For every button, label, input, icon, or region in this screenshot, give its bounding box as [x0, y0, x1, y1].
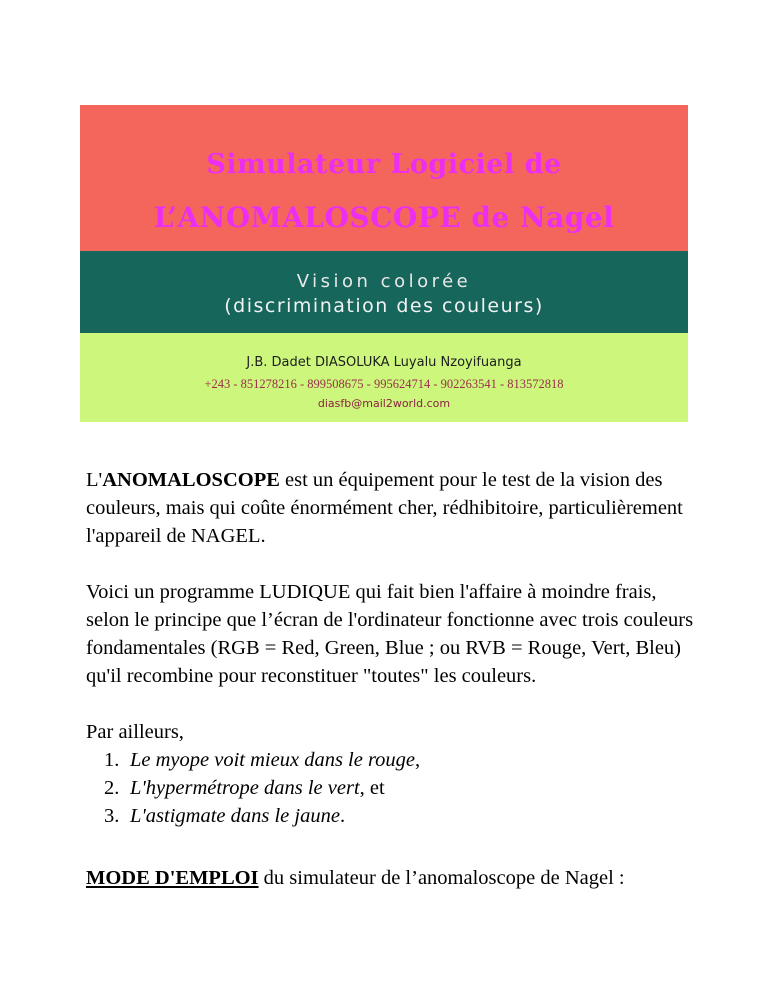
list-item-text: L'astigmate dans le jaune: [130, 805, 340, 827]
mode-emploi-label: MODE D'EMPLOI: [86, 867, 259, 889]
list-item-tail: , et: [359, 777, 385, 799]
mode-emploi-heading: [86, 864, 696, 892]
banner-title-line-2: L’ANOMALOSCOPE de Nagel: [153, 201, 615, 234]
banner-subtitle-line-2: (discrimination des couleurs): [224, 295, 544, 317]
list-item: [86, 746, 696, 774]
author-phones: +243 - 851278216 - 899508675 - 995624714 - 902263541 - 813572818: [204, 377, 564, 391]
list-item-text: Le myope voit mieux dans le rouge: [130, 749, 416, 771]
par-ailleurs-intro: Par ailleurs,: [86, 721, 184, 743]
list-number: 2.: [104, 777, 120, 799]
banner-subtitle-band: [80, 251, 688, 333]
mode-emploi-text: du simulateur de l’anomaloscope de Nagel :: [258, 867, 625, 889]
author-email: diasfb@mail2world.com: [317, 397, 451, 410]
list-number: 1.: [104, 749, 120, 771]
list-item: [86, 802, 696, 830]
list-item-tail: .: [339, 805, 346, 827]
list-item-text: L'hypermétrope dans le vert: [130, 777, 360, 799]
banner-author-band: [80, 333, 688, 422]
list-number: 3.: [104, 805, 120, 827]
document-body: [86, 466, 696, 920]
banner-title-line-1: Simulateur Logiciel de: [206, 149, 562, 180]
banner-title-band: [80, 105, 688, 251]
cover-banner: [80, 105, 688, 422]
author-name: J.B. Dadet DIASOLUKA Luyalu Nzoyifuanga: [246, 355, 522, 370]
intro-paragraph: [86, 466, 696, 550]
list-item-tail: ,: [415, 749, 421, 771]
program-paragraph: Voici un programme LUDIQUE qui fait bien l'affaire à moindre frais, selon le principe que l’écran de l'ordinateur fonctionne avec trois couleurs fondamentales (RGB = Red, Green, Blue ; ou RVB = Rouge, Vert, Bleu) qu'il recombine pour reconstituer "toutes" les couleurs.: [86, 581, 694, 687]
intro-text: est un équipement pour le test de la vision des couleurs, mais qui coûte énormément cher, rédhibitoire, particulièrement l'appareil de NAGEL.: [86, 469, 683, 547]
vision-list: [86, 746, 696, 830]
list-item: [86, 774, 696, 802]
banner-subtitle-line-1: Vision colorée: [296, 271, 472, 292]
anomaloscope-term: ANOMALOSCOPE: [102, 469, 280, 491]
intro-prefix: L': [86, 469, 103, 491]
